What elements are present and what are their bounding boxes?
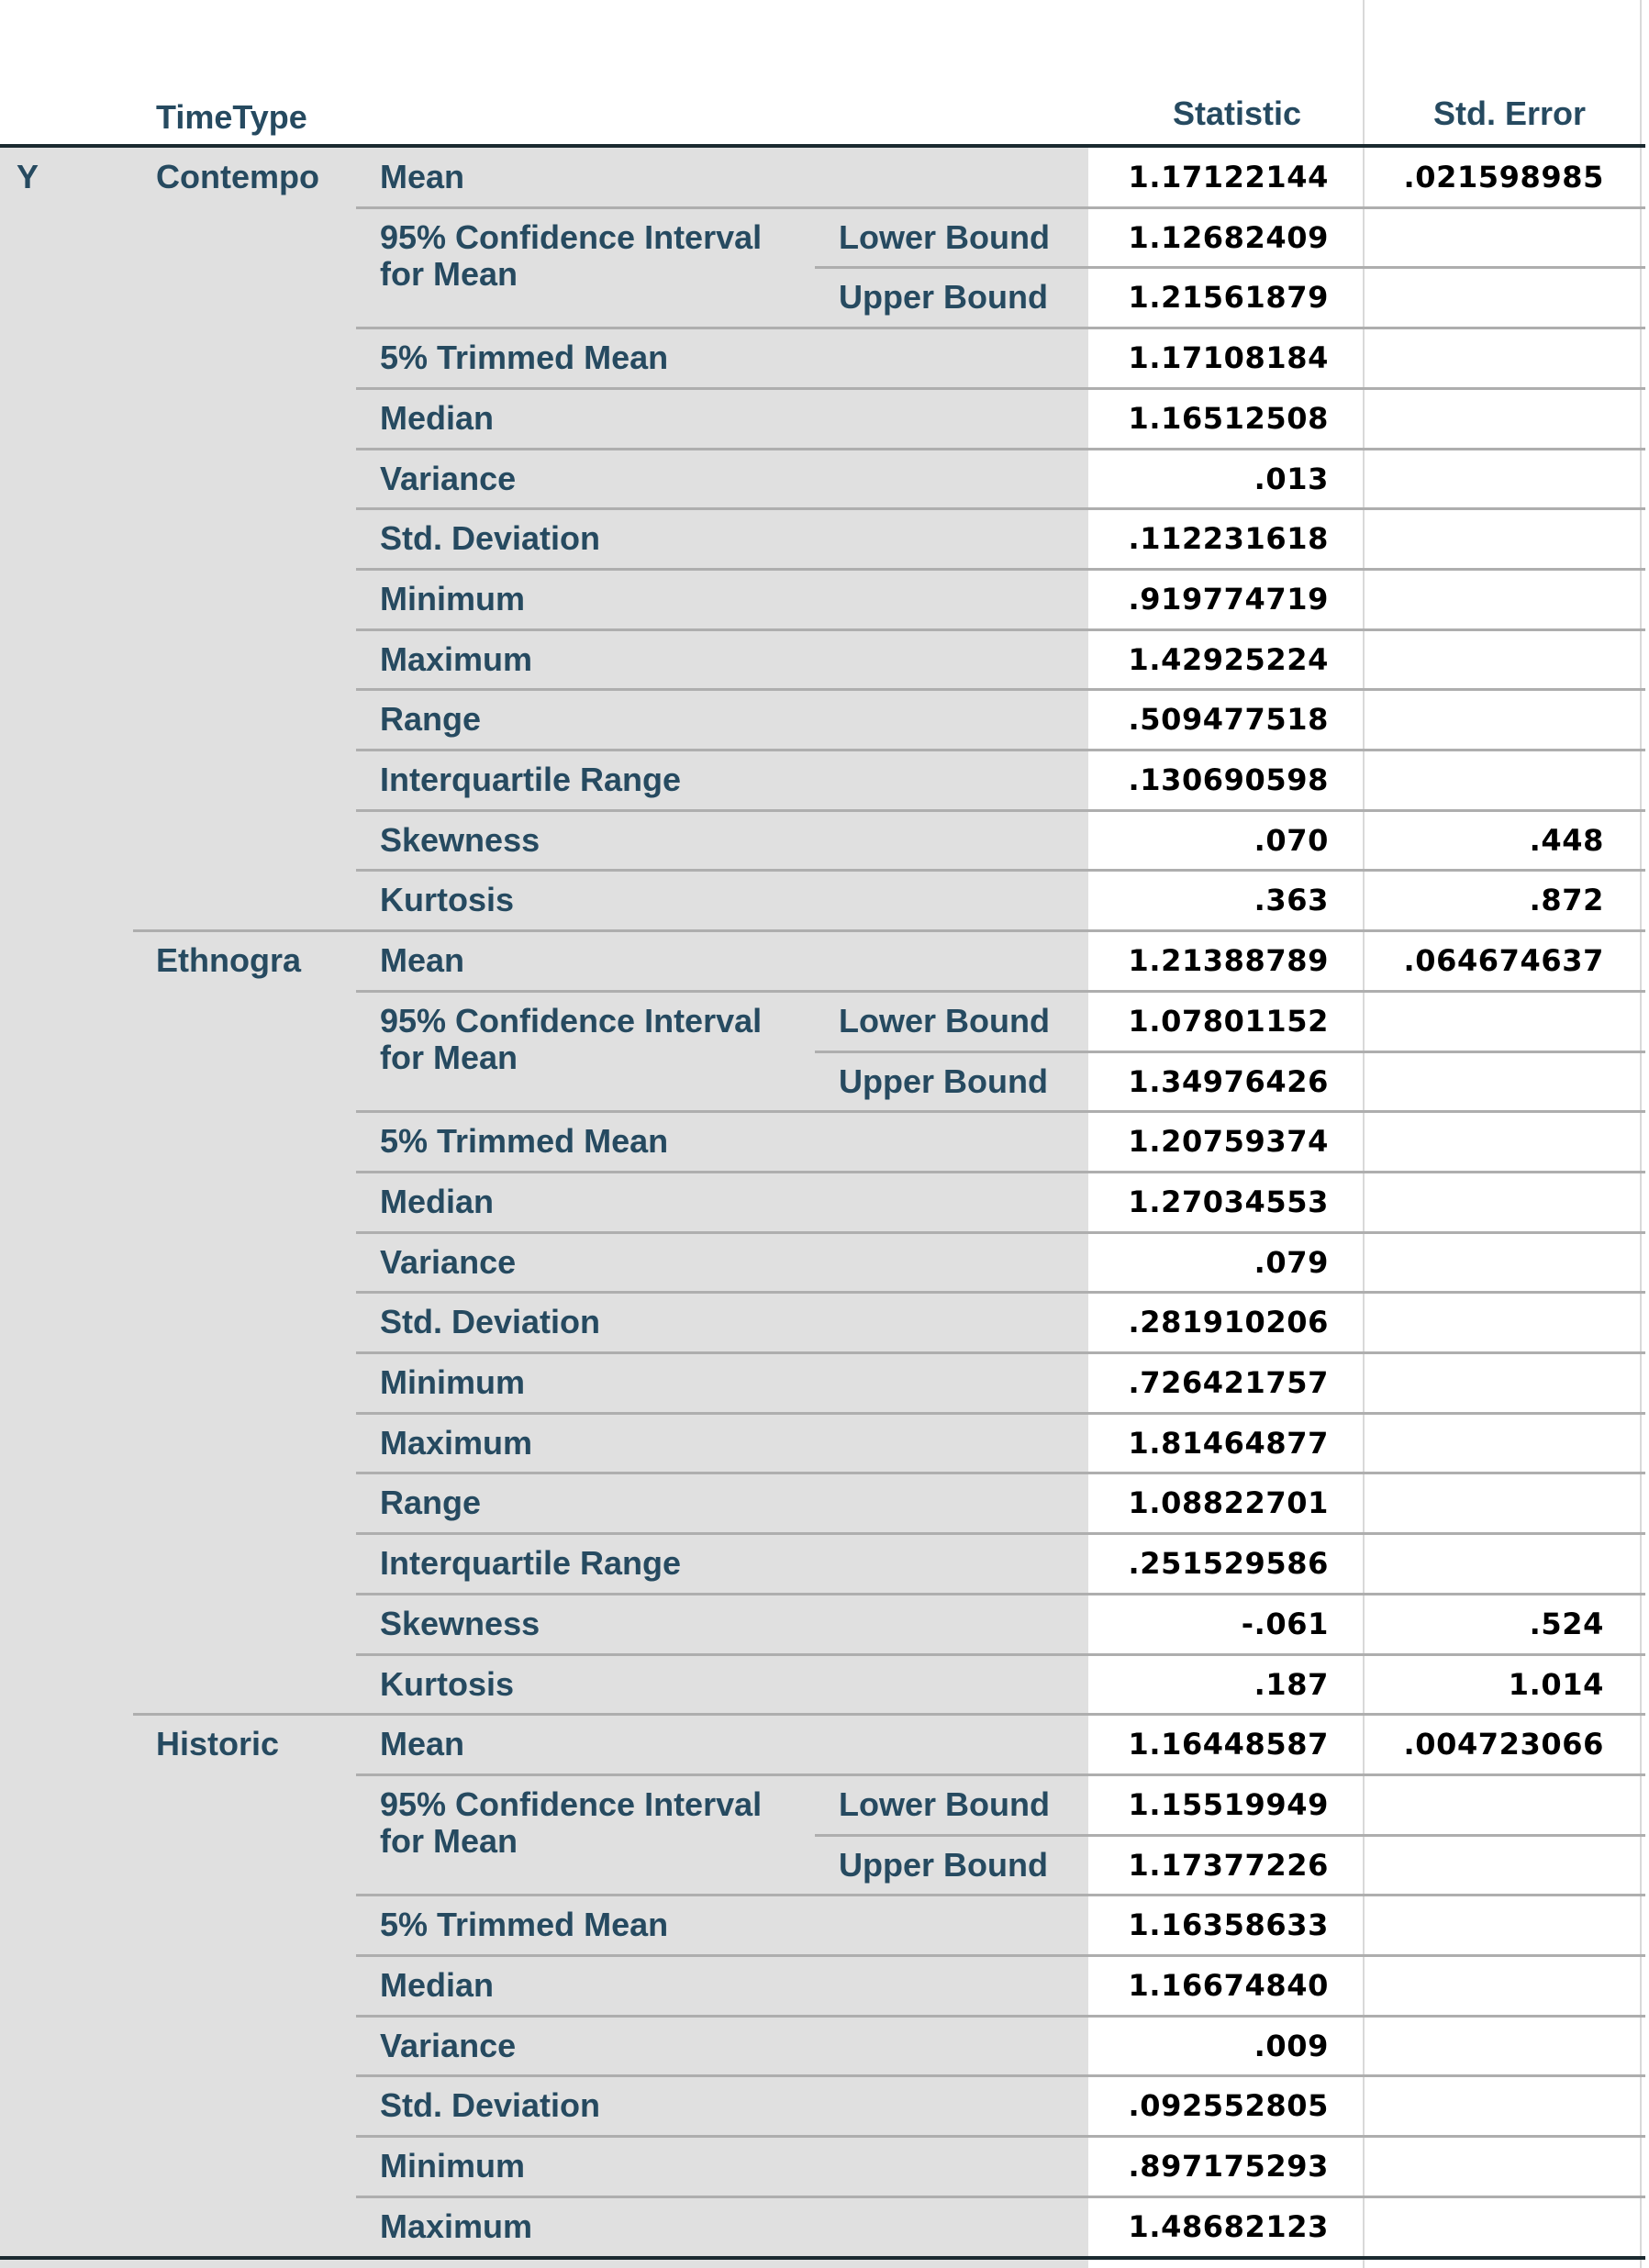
std-error-value: .448 (1529, 822, 1604, 858)
statistic-value: .112231618 (1128, 521, 1329, 557)
statistic-value: 1.16674840 (1128, 1968, 1329, 2003)
group-separator (133, 929, 1645, 932)
row-separator (356, 1351, 1645, 1354)
table-right-border (1640, 0, 1642, 2268)
bound-label: Upper Bound (839, 278, 1048, 317)
header-std-error: Std. Error (1432, 94, 1586, 132)
stat-label: Minimum (380, 2147, 525, 2185)
statistic-value: 1.17377226 (1128, 1847, 1329, 1883)
stat-label: Range (380, 700, 482, 739)
stat-label: Mean (380, 941, 465, 980)
row-separator (356, 327, 1645, 329)
statistic-value: .281910206 (1128, 1305, 1329, 1340)
std-error-value: .064674637 (1403, 943, 1604, 979)
stat-label: Skewness (380, 820, 540, 859)
statistic-value: 1.07801152 (1128, 1003, 1329, 1039)
group-label: Contempo (156, 158, 319, 195)
stat-label: 95% Confidence Interval for Mean (380, 1001, 763, 1076)
stat-label: Minimum (380, 579, 525, 617)
row-separator (356, 1171, 1645, 1173)
row-separator (356, 749, 1645, 751)
statistic-value: 1.34976426 (1128, 1063, 1329, 1099)
statistic-value: .363 (1253, 883, 1329, 918)
statistic-value: 1.12682409 (1128, 219, 1329, 255)
std-error-value: 1.014 (1508, 1666, 1604, 1702)
stat-label: Kurtosis (380, 881, 515, 919)
row-separator (356, 1291, 1645, 1294)
bound-label: Upper Bound (839, 1062, 1048, 1100)
column-divider (1363, 0, 1365, 2268)
row-separator (356, 448, 1645, 450)
stat-label: 95% Confidence Interval for Mean (380, 217, 763, 293)
stat-label: Maximum (380, 2207, 533, 2245)
stat-label: Variance (380, 1242, 517, 1281)
row-separator (356, 1894, 1645, 1896)
row-separator (356, 1231, 1645, 1234)
statistic-value: -.061 (1241, 1606, 1329, 1641)
statistic-value: 1.21561879 (1128, 280, 1329, 316)
group-label: Historic (156, 1725, 280, 1763)
row-separator (356, 869, 1645, 872)
row-separator (356, 1954, 1645, 1957)
stat-label: Maximum (380, 1423, 533, 1462)
row-separator (356, 2196, 1645, 2198)
stat-label: Range (380, 1484, 482, 1522)
row-separator (356, 809, 1645, 812)
bound-label: Upper Bound (839, 1845, 1048, 1884)
variable-label: Y (17, 158, 39, 195)
row-separator (356, 1773, 1645, 1776)
stat-label: Skewness (380, 1604, 540, 1642)
std-error-value: .524 (1529, 1606, 1604, 1641)
statistic-value: 1.81464877 (1128, 1425, 1329, 1461)
header-statistic: Statistic (1172, 94, 1301, 132)
bound-label: Lower Bound (839, 1001, 1050, 1040)
statistic-value: .013 (1253, 461, 1329, 496)
bound-label: Lower Bound (839, 217, 1050, 256)
row-separator (356, 568, 1645, 571)
row-separator (356, 206, 1645, 209)
statistic-value: 1.17122144 (1128, 160, 1329, 195)
row-separator (356, 1412, 1645, 1415)
statistic-value: 1.15519949 (1128, 1786, 1329, 1822)
std-error-value: .004723066 (1403, 1727, 1604, 1762)
bound-label: Lower Bound (839, 1784, 1050, 1823)
std-error-value: .872 (1529, 883, 1604, 918)
stat-label: Median (380, 1966, 495, 2004)
stat-label: 5% Trimmed Mean (380, 1122, 669, 1161)
header-timetype: TimeType (156, 98, 307, 136)
row-separator (356, 1532, 1645, 1535)
row-separator (356, 990, 1645, 993)
row-separator (356, 2015, 1645, 2018)
row-separator (356, 1472, 1645, 1474)
row-separator (356, 1593, 1645, 1595)
row-separator (356, 387, 1645, 390)
stat-label: Mean (380, 158, 465, 195)
statistic-value: 1.16448587 (1128, 1727, 1329, 1762)
row-separator (356, 1110, 1645, 1113)
stat-label: Median (380, 398, 495, 437)
statistic-value: .509477518 (1128, 702, 1329, 738)
statistic-value: 1.08822701 (1128, 1485, 1329, 1521)
stat-label: Std. Deviation (380, 2086, 601, 2125)
stat-label: Maximum (380, 639, 533, 678)
row-separator (356, 628, 1645, 631)
stat-label: 5% Trimmed Mean (380, 1906, 669, 1944)
statistic-value: .070 (1253, 822, 1329, 858)
statistic-value: .092552805 (1128, 2088, 1329, 2124)
std-error-value: .021598985 (1403, 160, 1604, 195)
row-separator (815, 1051, 1645, 1053)
stat-label: Variance (380, 2026, 517, 2064)
statistic-value: .009 (1253, 2028, 1329, 2063)
row-separator (356, 2074, 1645, 2077)
stat-label: Minimum (380, 1363, 525, 1401)
statistic-value: 1.16358633 (1128, 1907, 1329, 1943)
group-label: Ethnogra (156, 941, 301, 980)
stat-label: Interquartile Range (380, 761, 682, 798)
statistic-value: .726421757 (1128, 1365, 1329, 1400)
stat-label: Kurtosis (380, 1664, 515, 1703)
row-separator (356, 1653, 1645, 1656)
statistic-value: .187 (1253, 1666, 1329, 1702)
statistic-value: 1.20759374 (1128, 1124, 1329, 1160)
statistic-value: 1.42925224 (1128, 641, 1329, 677)
statistic-value: .079 (1253, 1244, 1329, 1280)
row-separator (815, 266, 1645, 269)
stat-label: 95% Confidence Interval for Mean (380, 1784, 763, 1860)
statistic-value: .897175293 (1128, 2149, 1329, 2185)
header-rule (0, 144, 1645, 148)
row-separator (356, 688, 1645, 691)
statistic-value: 1.17108184 (1128, 340, 1329, 376)
statistic-value: .919774719 (1128, 581, 1329, 617)
statistic-value: 1.48682123 (1128, 2208, 1329, 2244)
stat-label: Std. Deviation (380, 1303, 601, 1341)
row-separator (815, 1834, 1645, 1837)
stat-label: Median (380, 1182, 495, 1220)
stat-label: 5% Trimmed Mean (380, 339, 669, 377)
row-separator (356, 507, 1645, 510)
statistic-value: 1.27034553 (1128, 1184, 1329, 1219)
row-separator (356, 2135, 1645, 2138)
row-header-background (0, 148, 1088, 2268)
stat-label: Variance (380, 459, 517, 497)
statistic-value: .251529586 (1128, 1546, 1329, 1582)
footer-rule (0, 2256, 1645, 2260)
statistic-value: 1.16512508 (1128, 400, 1329, 436)
stat-label: Mean (380, 1725, 465, 1763)
group-separator (133, 1713, 1645, 1716)
stat-label: Interquartile Range (380, 1544, 682, 1583)
statistic-value: 1.21388789 (1128, 943, 1329, 979)
statistic-value: .130690598 (1128, 762, 1329, 797)
stat-label: Std. Deviation (380, 519, 601, 558)
